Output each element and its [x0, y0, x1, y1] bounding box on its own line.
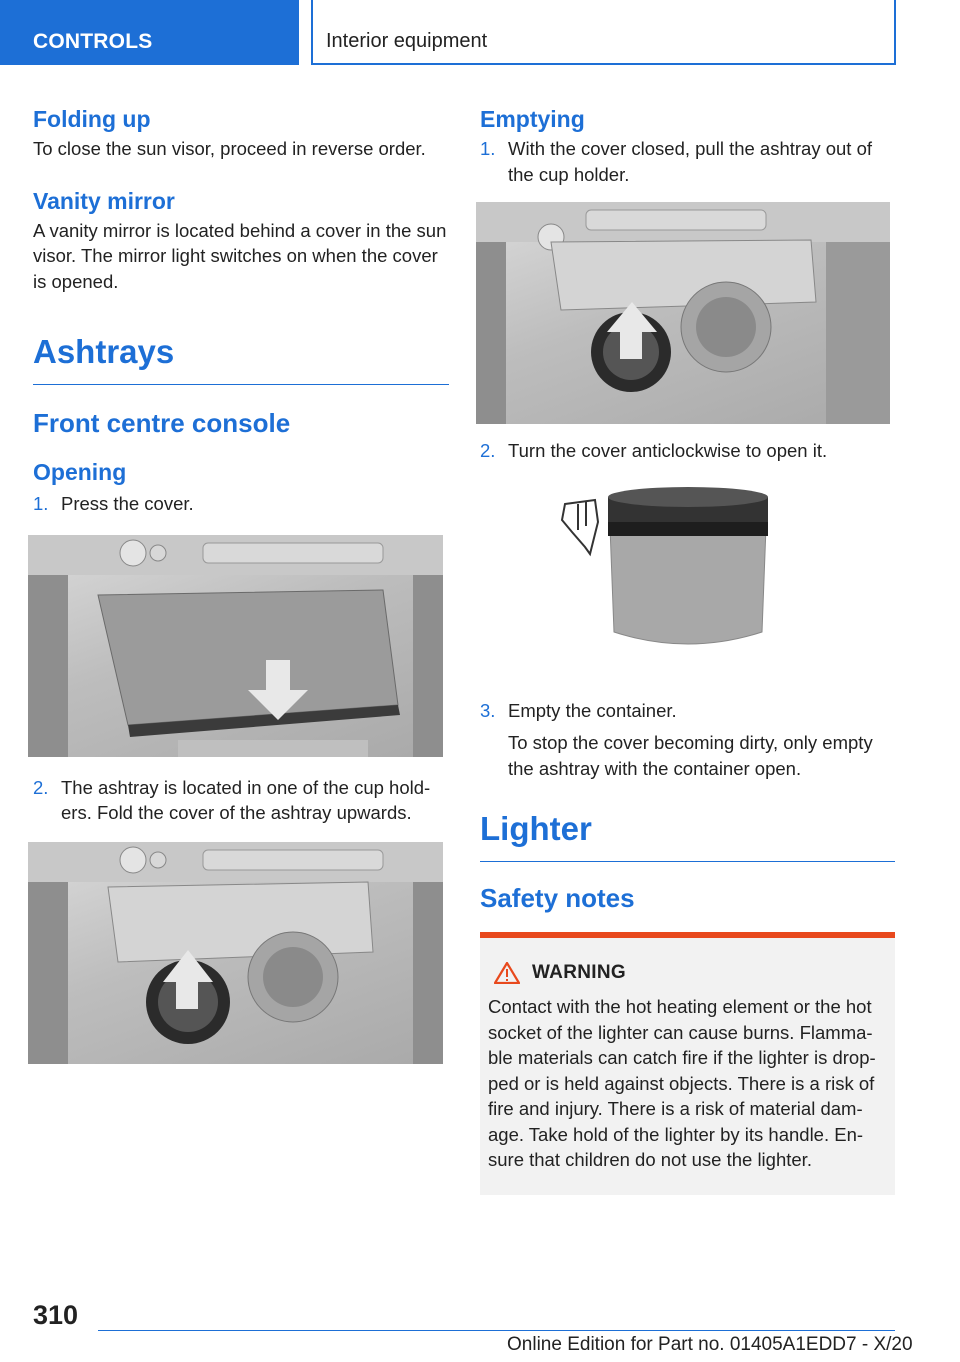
- opening-heading: Opening: [33, 459, 127, 485]
- emptying-step-3: [480, 698, 895, 724]
- front-console-heading: Front centre console: [33, 408, 291, 438]
- right-column: [480, 100, 895, 1195]
- step-number: 3.: [480, 699, 496, 721]
- warning-box: [480, 932, 895, 1195]
- emptying-step-2: [480, 438, 895, 464]
- step-text: Press the cover.: [61, 493, 194, 514]
- section-label: CONTROLS: [33, 30, 153, 53]
- ashtray-cupholder-illustration: [28, 842, 443, 1064]
- step-text: With the cover closed, pull the ashtray out of the cup holder.: [508, 138, 873, 185]
- vanity-mirror-text: A vanity mirror is located behind a cover in the sun visor. The mirror light switches on when the cover is opened.: [33, 219, 447, 292]
- page-number: 310: [33, 1300, 79, 1330]
- step-number: 2.: [33, 776, 49, 798]
- ashtray-cupholder-photo: [28, 842, 443, 1064]
- warning-triangle-icon: [494, 962, 520, 984]
- warning-text: Contact with the hot heating element or the hot socket of the lighter can cause burns. Flammable materials can catch fire if the lighter is dropped or is held against objects. There is a risk of fire and injury. There is a risk of material damage. Take hold of the lighter by its handle. Ensure that children do not use the lighter.: [488, 996, 876, 1170]
- chapter-tab: [311, 0, 896, 65]
- warning-header: [488, 962, 887, 984]
- chapter-label: Interior equipment: [326, 30, 488, 52]
- emptying-step-1: [480, 136, 895, 187]
- step-text: Turn the cover anticlockwise to open it.: [508, 440, 828, 461]
- opening-step-1: [33, 491, 449, 517]
- warning-label: WARNING: [532, 962, 626, 983]
- left-column: [33, 100, 449, 1064]
- step-text: The ashtray is located in one of the cup holders. Fold the cover of the ashtray upwards.: [61, 776, 431, 823]
- safety-notes-heading: Safety notes: [480, 883, 635, 913]
- step-number: 1.: [480, 138, 496, 159]
- console-cover-illustration: [28, 535, 443, 757]
- folding-up-heading: Folding up: [33, 106, 151, 132]
- section-tab: [0, 0, 299, 65]
- edition-note: Online Edition for Part no. 01405A1EDD7 - X/20: [507, 1334, 913, 1355]
- step-number: 2.: [480, 440, 496, 461]
- ashtray-container-illustration: [480, 482, 895, 682]
- ashtray-container-figure: [480, 482, 895, 682]
- console-cover-photo: [28, 535, 443, 757]
- pull-ashtray-illustration: [476, 202, 890, 424]
- step-number: 1.: [33, 493, 49, 514]
- emptying-heading: Emptying: [480, 106, 585, 132]
- footer-rule: [98, 1330, 895, 1331]
- lighter-heading: Lighter: [480, 807, 895, 862]
- folding-up-text: To close the sun visor, proceed in reverse order.: [33, 138, 426, 159]
- vanity-mirror-heading: Vanity mirror: [33, 187, 175, 214]
- opening-step-2: [33, 775, 449, 826]
- pull-ashtray-photo: [476, 202, 890, 424]
- ashtrays-heading: Ashtrays: [33, 330, 449, 385]
- step-text: Empty the container.: [508, 699, 677, 721]
- emptying-step-3-note: To stop the cover becoming dirty, only empty the ashtray with the container open.: [508, 732, 873, 779]
